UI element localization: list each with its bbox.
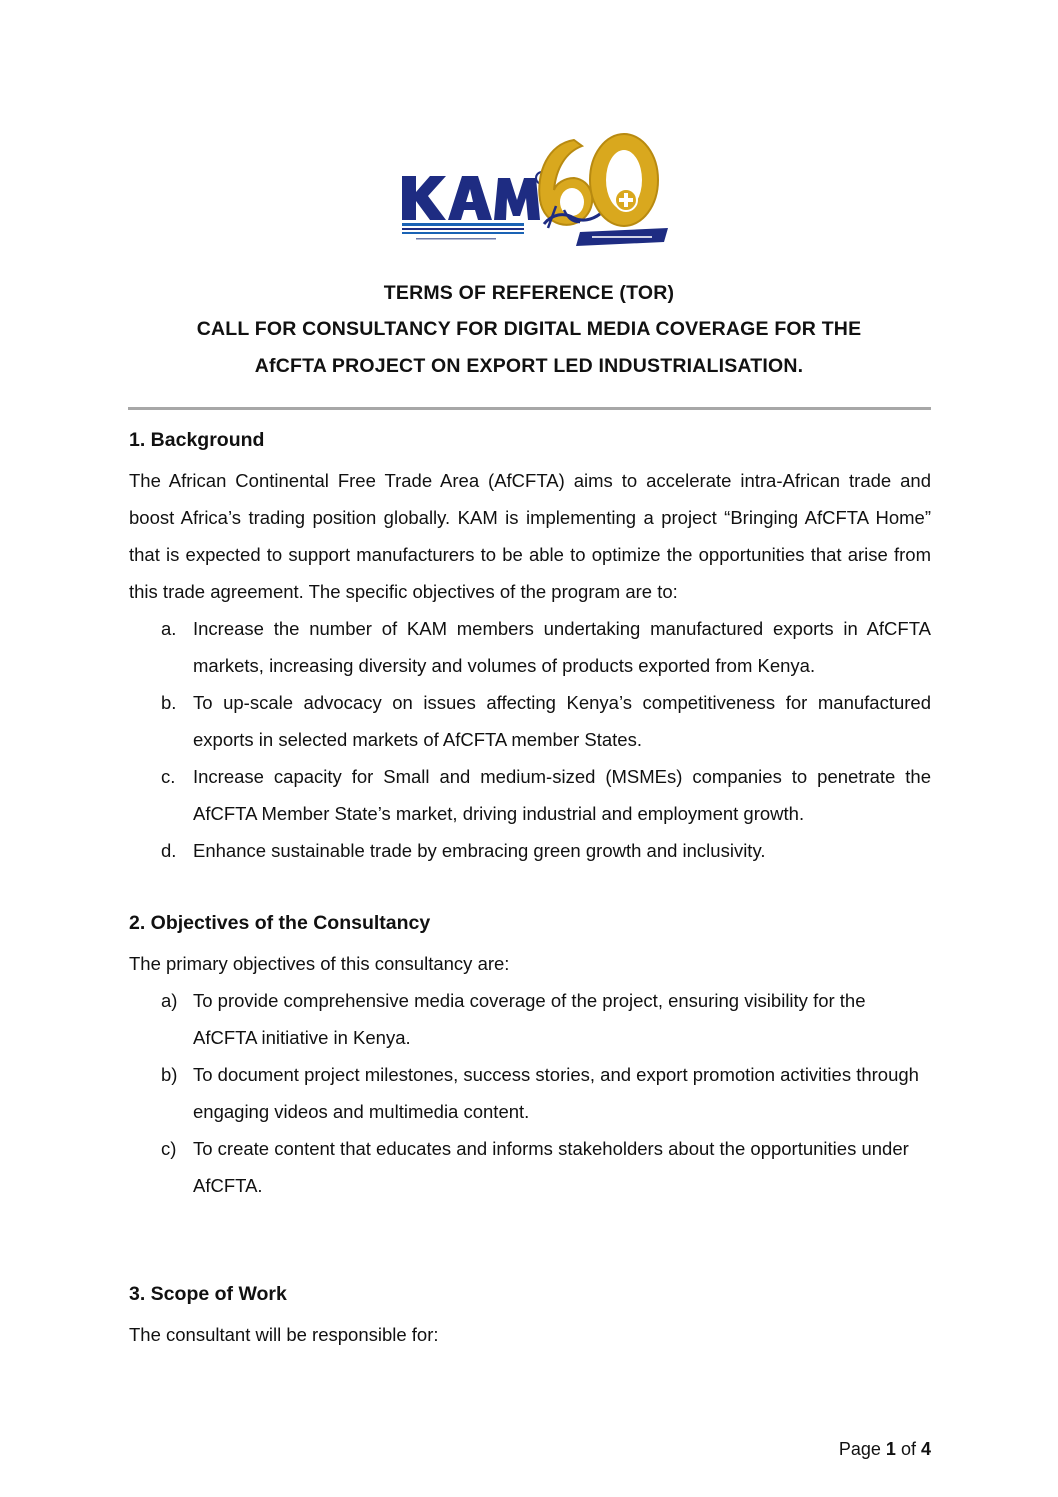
objectives-intro: The primary objectives of this consultancy are: [129, 953, 510, 974]
section-heading-scope: 3. Scope of Work [129, 1283, 287, 1305]
list-item [161, 610, 931, 684]
list-item-text: Increase the number of KAM members undertaking manufactured exports in AfCFTA markets, increasing diversity and volumes of products exported from Kenya. [193, 618, 931, 676]
list-item-text: Enhance sustainable trade by embracing green growth and inclusivity. [193, 840, 766, 861]
list-item [161, 832, 931, 869]
list-marker: a) [161, 990, 178, 1011]
document-title-line-3: AfCFTA PROJECT ON EXPORT LED INDUSTRIALISATION. [254, 355, 804, 377]
page-number: 1 [885, 1439, 896, 1459]
list-item-text: To document project milestones, success stories, and export promotion activities through engaging videos and multimedia content. [193, 1064, 919, 1122]
of-word: of [900, 1439, 916, 1459]
page-word: Page [838, 1439, 881, 1459]
section-heading-background: 1. Background [129, 429, 265, 451]
list-item [161, 684, 931, 758]
scope-intro: The consultant will be responsible for: [129, 1324, 439, 1345]
list-marker: a. [161, 618, 177, 639]
document-title-line-2: CALL FOR CONSULTANCY FOR DIGITAL MEDIA COVERAGE FOR THE [196, 318, 862, 340]
section-heading-objectives: 2. Objectives of the Consultancy [129, 912, 431, 934]
list-item [161, 982, 931, 1056]
list-item [161, 1130, 931, 1204]
list-item-text: Increase capacity for Small and medium-sized (MSMEs) companies to penetrate the AfCFTA Member State’s market, driving industrial and employment growth. [193, 766, 931, 824]
horizontal-divider [128, 407, 931, 410]
list-marker: d. [161, 840, 177, 861]
list-item-text: To up-scale advocacy on issues affecting Kenya’s competitiveness for manufactured exports in selected markets of AfCFTA member States. [193, 692, 931, 750]
kam-60-years-logo [396, 128, 668, 254]
background-paragraph: The African Continental Free Trade Area (AfCFTA) aims to accelerate intra-African trade and boost Africa’s trading position globally. KAM is implementing a project “Bringing AfCFTA Home” that is expected to support manufacturers to be able to optimize the opportunities that arise from this trade agreement. The specific objectives of the program are to: [129, 470, 931, 602]
list-marker: c. [161, 766, 176, 787]
list-marker: b) [161, 1064, 178, 1085]
page-footer [839, 1439, 931, 1460]
list-marker: b. [161, 692, 177, 713]
list-item [161, 758, 931, 832]
document-title-line-1: TERMS OF REFERENCE (TOR) [383, 282, 675, 304]
list-item-text: To create content that educates and informs stakeholders about the opportunities under AfCFTA. [193, 1138, 909, 1196]
list-item [161, 1056, 931, 1130]
list-marker: c) [161, 1138, 177, 1159]
list-item-text: To provide comprehensive media coverage of the project, ensuring visibility for the AfCFTA initiative in Kenya. [193, 990, 866, 1048]
page-total: 4 [920, 1439, 931, 1459]
